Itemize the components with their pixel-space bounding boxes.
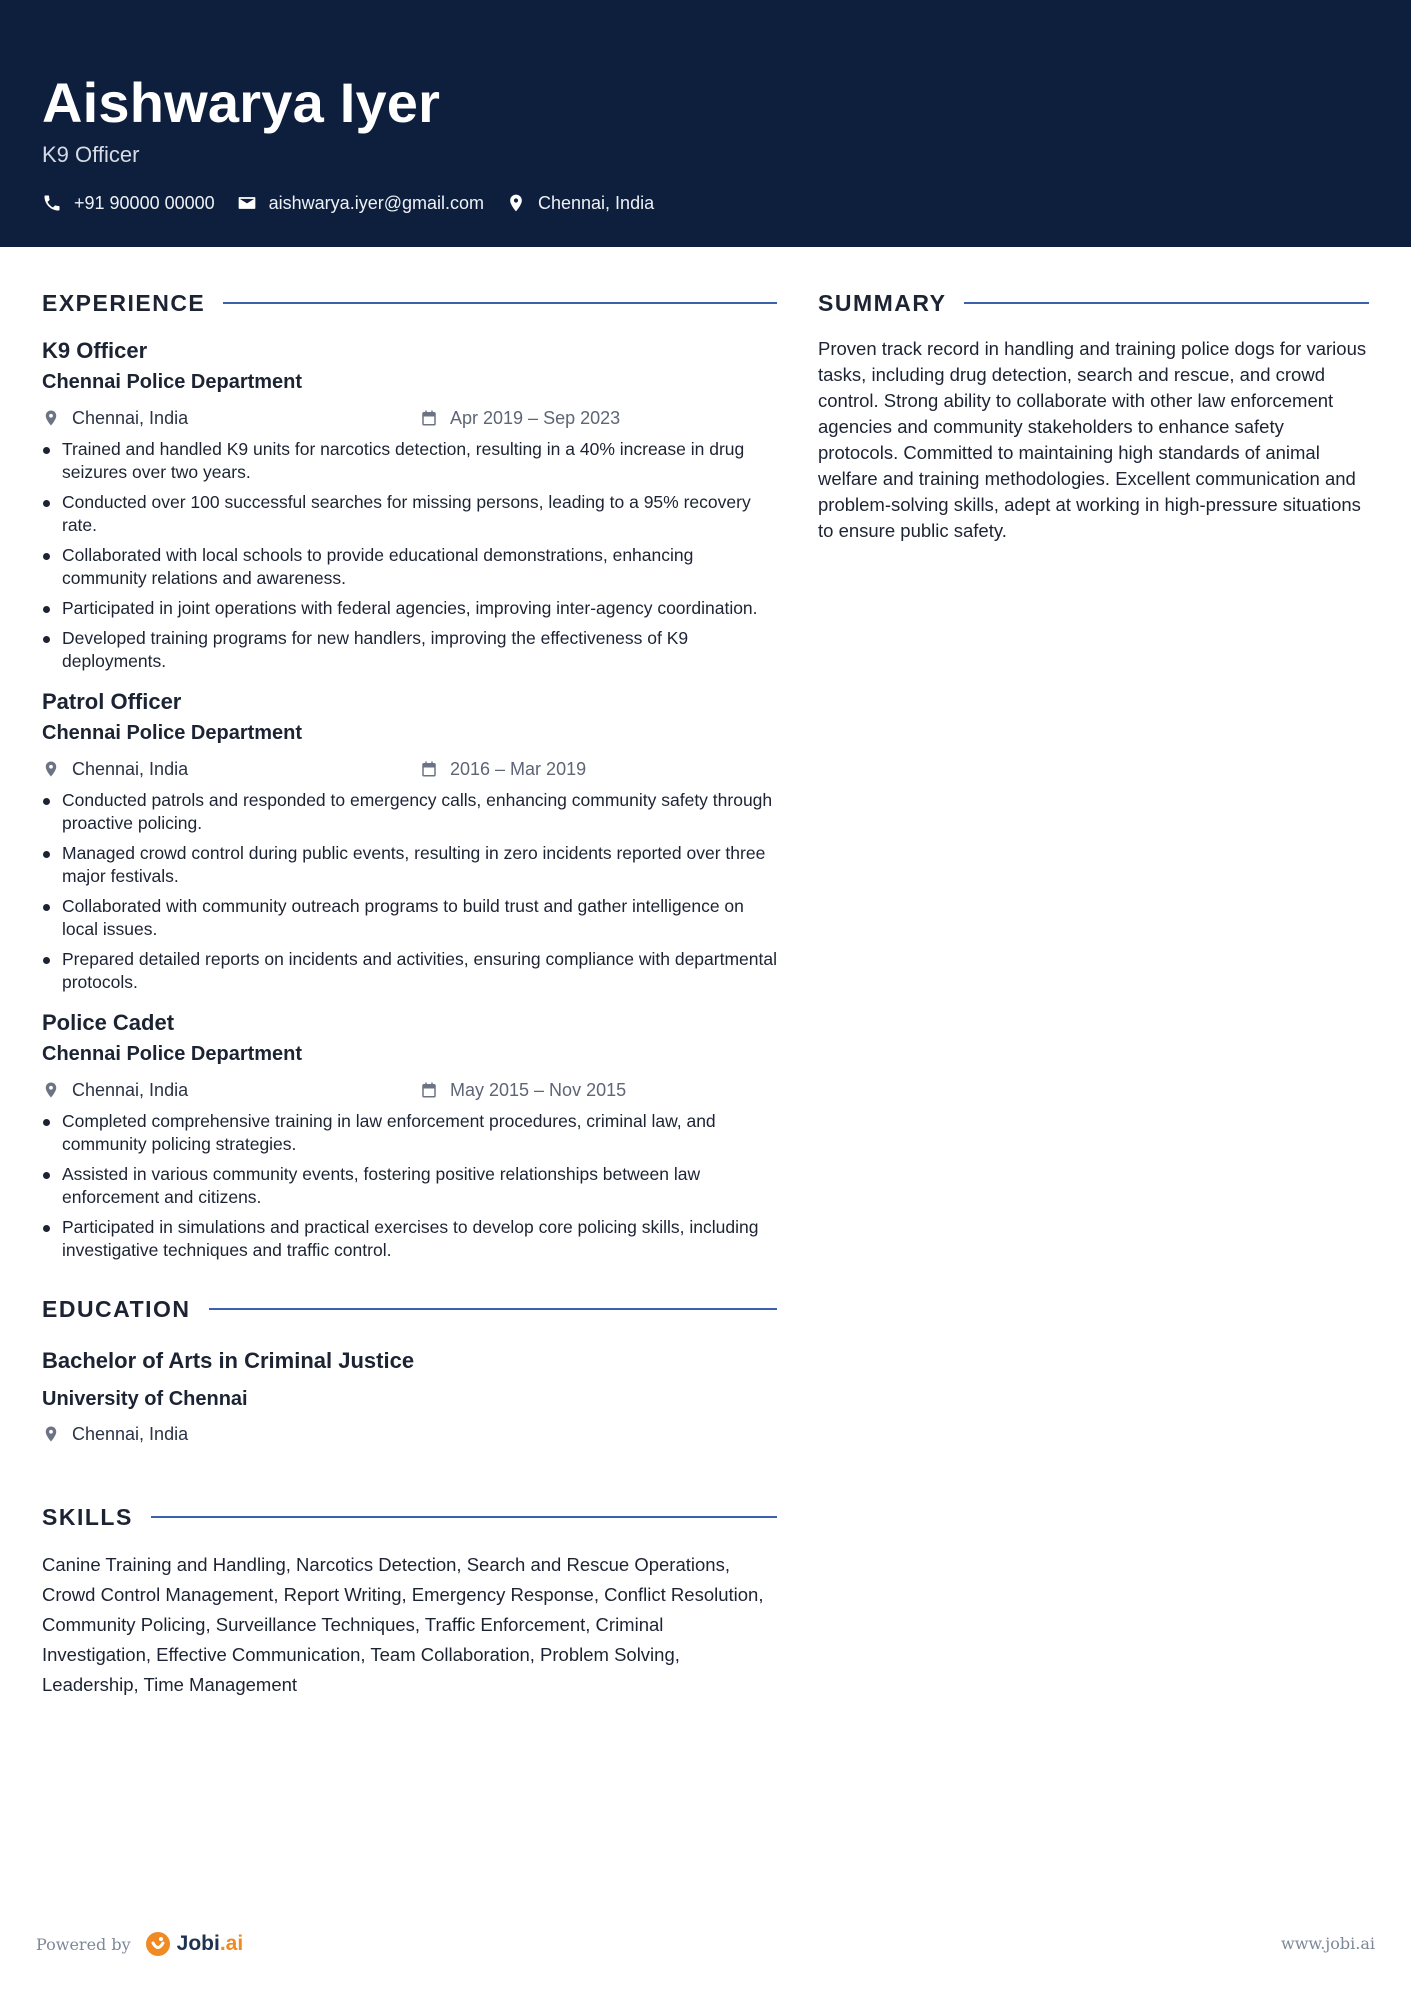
bullet-dot-icon bbox=[43, 957, 50, 964]
bullet-item bbox=[42, 895, 777, 941]
bullet-item bbox=[42, 627, 777, 673]
education-location bbox=[42, 1418, 188, 1450]
bullet-item bbox=[42, 842, 777, 888]
resume-header bbox=[0, 0, 1411, 247]
job-company: Chennai Police Department bbox=[42, 722, 303, 744]
experience-heading bbox=[42, 270, 777, 336]
bullet-dot-icon bbox=[43, 1119, 50, 1126]
skills-title: SKILLS bbox=[42, 1503, 133, 1530]
footer-branding[interactable] bbox=[36, 1929, 243, 1959]
bullet-dot-icon bbox=[43, 606, 50, 613]
bullet-text: Conducted patrols and responded to emergency calls, enhancing community safety through proactive policing. bbox=[62, 790, 773, 833]
bullet-item bbox=[42, 1110, 777, 1156]
location-text: Chennai, India bbox=[538, 192, 655, 213]
job-bullets bbox=[42, 1110, 777, 1262]
bullet-text: Managed crowd control during public events, resulting in zero incidents reported over three major festivals. bbox=[62, 843, 766, 886]
job-location bbox=[42, 749, 188, 789]
job-dates bbox=[420, 398, 620, 438]
education-degree: Bachelor of Arts in Criminal Justice bbox=[42, 1348, 415, 1373]
education-school: University of Chennai bbox=[42, 1388, 248, 1410]
experience-entry bbox=[42, 1008, 777, 1262]
calendar-icon bbox=[420, 760, 438, 778]
job-dates-text: May 2015 – Nov 2015 bbox=[450, 1080, 627, 1100]
right-column bbox=[818, 270, 1369, 544]
bullet-text: Prepared detailed reports on incidents and activities, ensuring compliance with departmental protocols. bbox=[62, 949, 777, 992]
location-pin-icon bbox=[42, 759, 60, 779]
bullet-dot-icon bbox=[43, 636, 50, 643]
brand-suffix: .ai bbox=[219, 1932, 244, 1955]
bullet-text: Collaborated with community outreach programs to build trust and gather intelligence on local issues. bbox=[62, 896, 744, 939]
location-pin-icon bbox=[506, 192, 526, 214]
calendar-icon bbox=[420, 409, 438, 427]
left-column bbox=[42, 270, 777, 1700]
summary-title: SUMMARY bbox=[818, 289, 947, 316]
job-bullets bbox=[42, 789, 777, 994]
skills-list: Canine Training and Handling, Narcotics Detection, Search and Rescue Operations, Crowd Control Management, Report Writing, Emergency Response, Conflict Resolution, Community Policing, Surveillance Techniques, Traffic Enforcement, Criminal Investigation, Effective Communication, Team Collaboration, Problem Solving, Leadership, Time Management bbox=[42, 1554, 764, 1695]
bullet-item bbox=[42, 789, 777, 835]
bullet-dot-icon bbox=[43, 1172, 50, 1179]
bullet-text: Participated in simulations and practical exercises to develop core policing skills, including investigative techniques and traffic control. bbox=[62, 1217, 759, 1260]
job-location bbox=[42, 1070, 188, 1110]
job-dates-text: 2016 – Mar 2019 bbox=[450, 759, 587, 779]
contact-phone[interactable] bbox=[42, 193, 215, 214]
bullet-dot-icon bbox=[43, 553, 50, 560]
bullet-text: Collaborated with local schools to provide educational demonstrations, enhancing community relations and awareness. bbox=[62, 545, 694, 588]
email-address: aishwarya.iyer@gmail.com bbox=[268, 192, 484, 213]
contact-email[interactable] bbox=[237, 193, 484, 214]
bullet-text: Participated in joint operations with federal agencies, improving inter-agency coordination. bbox=[62, 598, 758, 618]
bullet-text: Assisted in various community events, fostering positive relationships between law enforcement and citizens. bbox=[62, 1164, 701, 1207]
section-divider bbox=[151, 1516, 777, 1518]
calendar-icon bbox=[420, 1081, 438, 1099]
location-pin-icon bbox=[42, 1080, 60, 1100]
bullet-text: Developed training programs for new handlers, improving the effectiveness of K9 deployments. bbox=[62, 628, 689, 671]
job-company: Chennai Police Department bbox=[42, 1043, 303, 1065]
experience-title: EXPERIENCE bbox=[42, 289, 206, 316]
bullet-item bbox=[42, 948, 777, 994]
section-divider bbox=[964, 302, 1369, 304]
phone-number: +91 90000 00000 bbox=[74, 192, 215, 213]
job-title: Police Cadet bbox=[42, 1010, 175, 1035]
bullet-item bbox=[42, 1163, 777, 1209]
education-title: EDUCATION bbox=[42, 1295, 191, 1322]
bullet-item bbox=[42, 438, 777, 484]
bullet-dot-icon bbox=[43, 851, 50, 858]
job-dates bbox=[420, 1070, 626, 1110]
bullet-dot-icon bbox=[43, 447, 50, 454]
phone-icon bbox=[42, 193, 62, 213]
education-entry bbox=[42, 1342, 777, 1450]
job-dates-text: Apr 2019 – Sep 2023 bbox=[450, 408, 621, 428]
education-location-text: Chennai, India bbox=[72, 1424, 189, 1444]
bullet-dot-icon bbox=[43, 1225, 50, 1232]
location-pin-icon bbox=[42, 1424, 60, 1444]
education-meta bbox=[42, 1418, 777, 1450]
education-heading bbox=[42, 1276, 777, 1342]
brand-name: Jobi bbox=[176, 1932, 220, 1955]
job-title: K9 Officer bbox=[42, 338, 148, 363]
bullet-item bbox=[42, 1216, 777, 1262]
brand-logo[interactable] bbox=[145, 1931, 244, 1957]
bullet-dot-icon bbox=[43, 500, 50, 507]
bullet-item bbox=[42, 544, 777, 590]
job-location bbox=[42, 398, 188, 438]
email-icon bbox=[237, 193, 257, 213]
section-divider bbox=[209, 1308, 777, 1310]
bullet-item bbox=[42, 491, 777, 537]
job-location-text: Chennai, India bbox=[72, 759, 189, 779]
contact-location bbox=[506, 192, 654, 214]
job-meta bbox=[42, 1070, 777, 1110]
job-meta bbox=[42, 749, 777, 789]
experience-entry bbox=[42, 336, 777, 673]
job-company: Chennai Police Department bbox=[42, 371, 303, 393]
jobi-logo-icon bbox=[145, 1931, 171, 1957]
bullet-dot-icon bbox=[43, 904, 50, 911]
job-location-text: Chennai, India bbox=[72, 408, 189, 428]
bullet-text: Conducted over 100 successful searches for missing persons, leading to a 95% recovery rate. bbox=[62, 492, 751, 535]
experience-entry bbox=[42, 687, 777, 994]
job-dates bbox=[420, 749, 586, 789]
candidate-name: Aishwarya Iyer bbox=[42, 71, 441, 134]
bullet-dot-icon bbox=[43, 798, 50, 805]
bullet-item bbox=[42, 597, 777, 620]
bullet-text: Trained and handled K9 units for narcotics detection, resulting in a 40% increase in drug seizures over two years. bbox=[62, 439, 745, 482]
bullet-text: Completed comprehensive training in law enforcement procedures, criminal law, and community policing strategies. bbox=[62, 1111, 716, 1154]
skills-heading bbox=[42, 1484, 777, 1550]
job-meta bbox=[42, 398, 777, 438]
location-pin-icon bbox=[42, 408, 60, 428]
candidate-role: K9 Officer bbox=[42, 142, 140, 167]
job-title: Patrol Officer bbox=[42, 689, 182, 714]
section-divider bbox=[223, 302, 777, 304]
powered-by-label: Powered by bbox=[36, 1934, 131, 1954]
summary-text: Proven track record in handling and training police dogs for various tasks, including drug detection, search and rescue, and crowd control. Strong ability to collaborate with other law enforcement agencies and community stakeholders to enhance safety protocols. Committed to maintaining high standards of animal welfare and training methodologies. Excellent communication and problem-solving skills, adept at working in high-pressure situations to ensure public safety. bbox=[818, 338, 1367, 541]
job-bullets bbox=[42, 438, 777, 673]
job-location-text: Chennai, India bbox=[72, 1080, 189, 1100]
summary-heading bbox=[818, 270, 1369, 336]
contact-row bbox=[42, 190, 676, 216]
footer-website[interactable]: www.jobi.ai bbox=[1281, 1934, 1375, 1953]
